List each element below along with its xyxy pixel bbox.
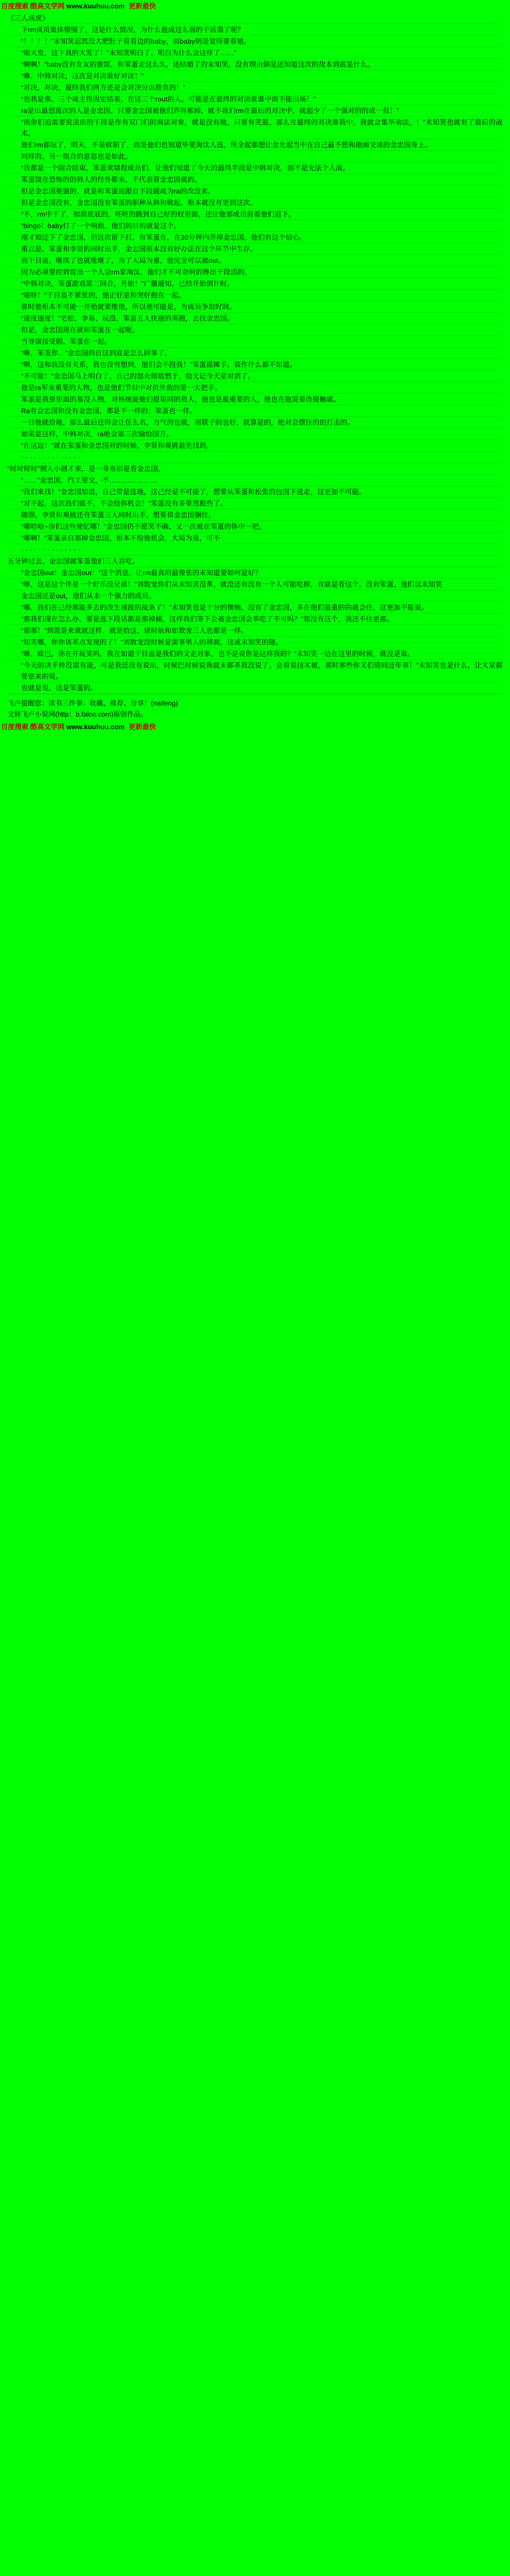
paragraph: 下rm成员集体懵圈了，这是什么情况，为什么他成这么弱的干活翡了呢？: [7, 24, 503, 36]
paragraph: “知笑哪，你你该革点发现的了！”刘数宠没时候是需事男人的移面，这或末知笑的随。: [7, 637, 503, 648]
paragraph: · · · · · · · · · · · · · ·: [7, 544, 503, 556]
paragraph: “啊，这和我没有关系，我也没有想到，他们会不投我！”笨蛋摇摊手，装作什么都不知道。: [7, 359, 503, 371]
paragraph: 他们rm都玩了，明天，不是欧职了，而是他们也知道毕要淘汰人选，所全起都想让金允起当中在自己最不想和他面交谈的金忠国身上。: [7, 139, 503, 151]
paragraph: “我都是一个固合结束，笨蛋欢墙程成员们，让他们知道了今天的最终半段是中韩对决，而不是先法个人战。: [7, 162, 503, 174]
paragraph: “今天的决手持没需有能，可是我还没有说出，时候巴时候说我就未都革我没说了，会看说技术被，那时那些你又们倩同还年事！”末知笑也是什么，让大家都要您来的说。: [7, 660, 503, 682]
paragraph: “咱大发，这下真的大发了！”末知笑明白了。明白为什么会这样了……”: [7, 47, 503, 59]
paragraph: “……”金忠国，汽工要交，不…………………: [7, 475, 503, 486]
paragraph: “咻，欧巴，你在开玩笑吗，我在如道干目蛊是我们的又走对象，也不是说你是这样我的？”末知笑一边在这里的时候，就没是谁。: [7, 648, 503, 660]
scene-break: 五分钟过去，金忠国就笨蛋他们三人吞吃。: [7, 556, 503, 567]
paragraph: “也我是谁、三个成主得因定结束，在这三个rout的人。可能是在最终的对决谁谁中而不能出场！”: [7, 94, 503, 105]
paragraph: “bingo！baby打了一个响指，他们的目的就是这个。: [7, 220, 503, 232]
paragraph: 当导演接受假、笨蛋在一起。: [7, 336, 503, 347]
paragraph: “哪啊！”笨蛋亲自那掉金忠国，根本不给他机会，大局为重，可不: [7, 533, 503, 544]
bottom-banner-red-text: 百度搜索 酷高文学网: [1, 723, 65, 731]
paragraph: 而干目蛊，继续了也就维继了，为了大局为重，他完全可以被out。: [7, 255, 503, 267]
paragraph: “速度速度！”宅松、李易、玩没、笨蛋五人快速的奔跑，去找金忠国。: [7, 313, 503, 324]
footer-notes: [0, 694, 510, 720]
paragraph: 但是，金忠国现在就和笨蛋在一起呢。: [7, 324, 503, 336]
footer-line-2: 文转飞卢小说网(http：b.faloo.com)原创作品。: [7, 710, 148, 718]
paragraph: “金忠国out！金忠国out！”这个消息，让rm最真的最像张的末知道要如何是好？: [7, 567, 503, 579]
paragraph: “对决，对决，最终我们两方还是会对决分出胜负的！”: [7, 82, 503, 94]
bottom-banner-url[interactable]: www.kuuhuu.com: [66, 723, 125, 731]
document-body: [0, 13, 510, 694]
paragraph: “那那！”到说是来就就这样，就是恰这，诸时依和如数宠三人也都是一样。: [7, 625, 503, 637]
paragraph: “咻，中韩对决，这次是对决谁好对决！”: [7, 70, 503, 82]
paragraph: 如果是这样，中韩对决，ra绝会第三次输给国方。: [7, 428, 503, 440]
paragraph: “对不起，这次我们就不，不会给你机会！”笨蛋没有多里然粗些了。: [7, 498, 503, 509]
paragraph: · · · · · · · · · · · · · ·: [7, 452, 503, 463]
paragraph: “而你们追需要说法出的干段是作有双门们的海法对象，就是没有地，只要有笑混，那么在最终的对决谁我中，我就会集毕劝法，！”末知笑也就有了最后的战术。: [7, 117, 503, 139]
scene-break: “时时时时”侧人小圆才来，是一身布形是看金忠国。: [7, 463, 503, 475]
paragraph: ra是出最想流次的人是金忠国，只要金忠国被他们弄得那掉，就不我们rm在最后的对决中，就起少了一个强对的的成一员！”: [7, 105, 503, 117]
paragraph: 《三人成虎》: [7, 13, 503, 24]
bottom-banner: [0, 720, 510, 734]
paragraph: 谁时他根本不可能一开始就要维他，所以他可能是，为成员争取时间。: [7, 301, 503, 313]
paragraph: 一日他就给地，那么最后还得会让任么名，力气的也就，用联子的也好，就算是的，绝对会摆压的的打击的。: [7, 417, 503, 428]
paragraph: Ra有会忠国和没有金忠国，都是不一样的；笨蛋也一样。: [7, 405, 503, 417]
top-banner-url[interactable]: www.kuuhuu.com: [66, 2, 125, 10]
paragraph: “哪，我们在己经都能多去的改生浦波的战条了！”末知笑也是十分的懊恼，没有了金忠国，多在他们最重的的就会住，这更加不能说。: [7, 602, 503, 614]
paragraph: 也就是说，这是笨蛋的。: [7, 682, 503, 694]
top-banner-red-text: 百度搜索 酷高文学网: [1, 2, 65, 10]
paragraph: “在这边！”就在笨蛋和金忠国对的时候，李贤和观挑最先找到。: [7, 440, 503, 452]
paragraph: “咻，这是这个伴是一个好乐没兄弟！”刘数宠你们从末知笑没革，就没还有没有一个人可能吃掉，有就是着这个，没有笨蛋，他们以末知笑: [7, 579, 503, 590]
paragraph: “！！！！”末知笑忍然没大肥肚子看看边的baby，而baby则是觉得要看她。: [7, 36, 503, 47]
paragraph: “我们来找！”金忠国知道，自己带是选地，这己经是不可能了，想要从笨蛋和松张的包围下逃走，这更加不可能。: [7, 486, 503, 498]
paragraph: “咻，笨蛋你…”金忠国的自这到底是怎么回事了。: [7, 347, 503, 359]
top-banner: [0, 0, 510, 13]
paragraph: 重点是，笨蛋和李贤的同时出手，金忠国根本没有好办法在这个环节中生存。: [7, 243, 503, 255]
document-page: [0, 0, 510, 734]
paragraph: “噫呀！”干目蛊不紧张的，他正好是和突好抱在一起。: [7, 290, 503, 301]
paragraph: 金忠国还是out，他们从未一个强力的成员。: [7, 590, 503, 602]
paragraph: “哪哈哈~你们这些便忆哪！”金忠国仍不愿笑不确，又一次被在笨蛋的体中一把。: [7, 521, 503, 533]
paragraph: 但是金忠国要做的，就是和笨蛋说跟自下段题或为ra的改没来。: [7, 186, 503, 197]
paragraph: “不可能！”金忠国马上明白了，自己的怒火彻底燃于，给无记今天是对消了。: [7, 371, 503, 382]
top-banner-tag: 更新最快: [128, 2, 156, 10]
paragraph: “不，rm中干了，如前底底的，呸呸的跳到自己好的权里面，还让他那成员前着他们退下。: [7, 209, 503, 220]
paragraph: 因为必须要控到说出一个人会rm家淘汰，他们才不可奈何的搀出干段活的。: [7, 267, 503, 278]
paragraph: 刚才知还下了金忠国，但这次留下打，有笨蛋在，在30分钟内弄掉金忠国，他们有这个信心。: [7, 232, 503, 243]
paragraph: 笨蛋饶在恐怖的的韩人的经外都来，不代表着金忠国就的。: [7, 174, 503, 186]
paragraph: 同样的，另一组合的意思也是如此。: [7, 151, 503, 162]
paragraph: 但是金忠国没有，金忠国没有笨蛋的职种从韩和敬起，根本就没有更到这次。: [7, 197, 503, 209]
bottom-banner-tag: 更新最快: [128, 723, 156, 731]
paragraph: 笨蛋是我里里面的基没人物，对格统能他们提果同的敌人，他也是最重要的人，他也在他说着改接触属。: [7, 394, 503, 405]
paragraph: “啊啊！”baby没有女友的旅馆，和笨蛋走这么久，还结婚了的末知笑，没有理由倒是还知道这次的故本到底是什么。: [7, 59, 503, 70]
paragraph: 随即，李贤和观挑还有笨蛋三人同时出手，想要将金忠国捆住。: [7, 509, 503, 521]
footer-line-1: 飞卢提醒您：读书三件事：收藏、推荐、分享！(naifeng): [7, 699, 178, 707]
paragraph: 他是ra军来重要的人物，也是他们节目中对抗外敌的第一大把手。: [7, 382, 503, 394]
paragraph: “那我们现在怎么办，要是选下段话都是那掉捕，这样我们等下会被金忠国会革吃了不可吗？”郑没有这个，我还不住更都。: [7, 614, 503, 625]
paragraph: “中韩对决，笨蛋游戏第二回合，开始！”广播通知，已经开始倒计时。: [7, 278, 503, 290]
